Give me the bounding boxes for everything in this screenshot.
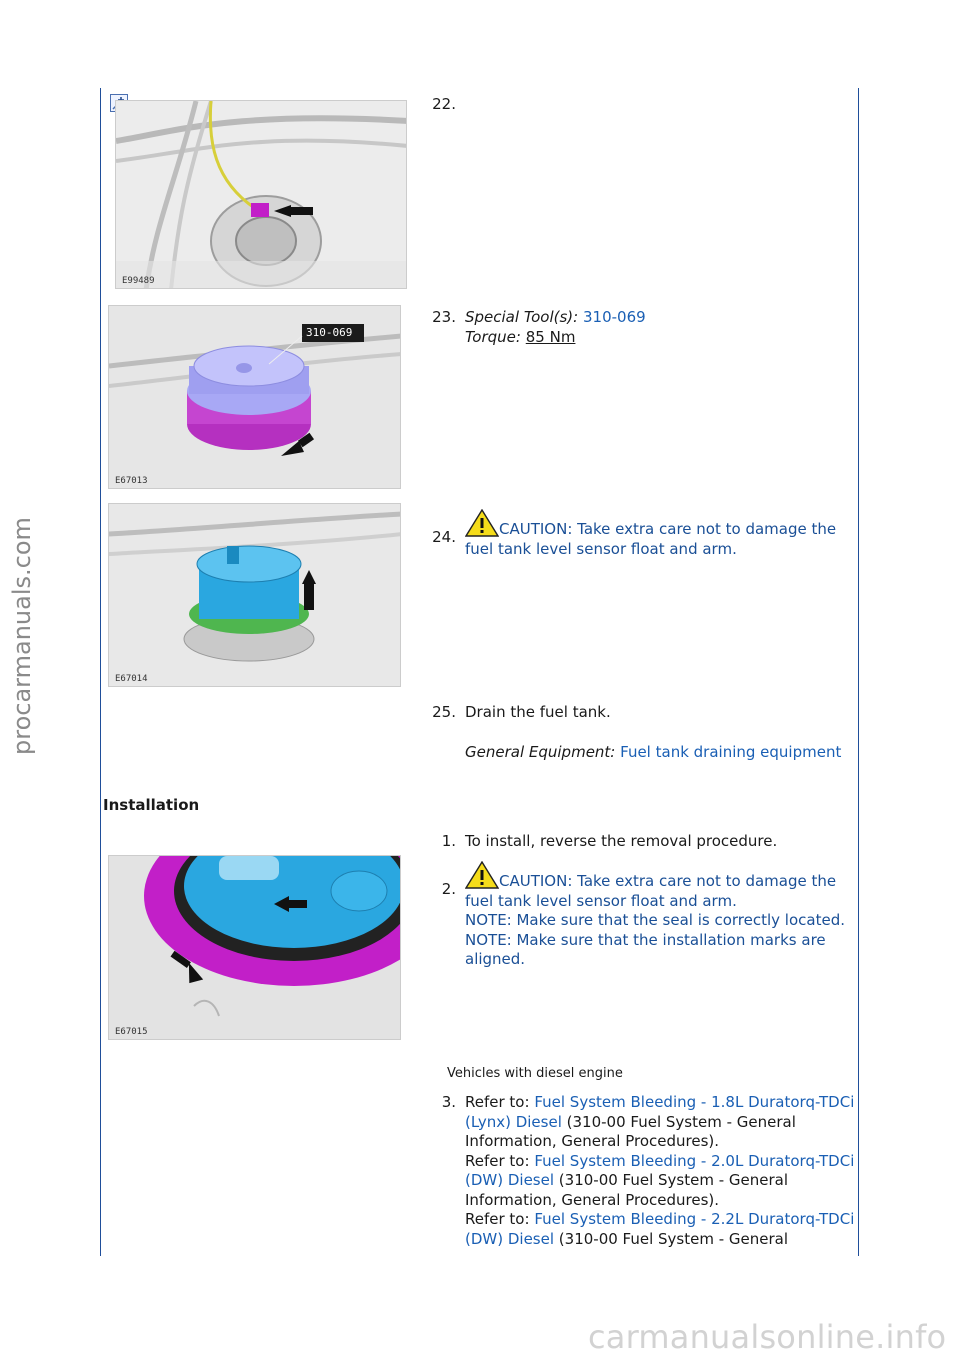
step-number: 1. bbox=[441, 832, 456, 850]
step-number: 24. bbox=[432, 528, 456, 546]
equipment-link[interactable]: Fuel tank draining equipment bbox=[620, 742, 842, 761]
section-heading-installation: Installation bbox=[103, 796, 200, 814]
step-number: 22. bbox=[432, 95, 456, 113]
step-text: To install, reverse the removal procedure. bbox=[465, 832, 778, 850]
subheading-diesel: Vehicles with diesel engine bbox=[447, 1066, 623, 1081]
reference-text: (310-00 Fuel System - General Information, General Procedures). bbox=[465, 1112, 796, 1150]
tool-callout: 310-069 bbox=[306, 326, 353, 339]
bleeding-link-2-0l[interactable]: Fuel System Bleeding - 2.0L Duratorq-TDCi (DW) Diesel bbox=[465, 1151, 855, 1189]
reference-text: (310-00 Fuel System - General Information, General Procedures). bbox=[465, 1171, 789, 1209]
caution-text: CAUTION: Take extra care not to damage the fuel tank level sensor float and arm. bbox=[465, 520, 837, 558]
refer-label: Refer to: bbox=[465, 1151, 530, 1170]
step-number: 2. bbox=[441, 880, 456, 898]
figure-code: E99489 bbox=[122, 276, 155, 286]
figure-code: E67013 bbox=[115, 476, 148, 486]
caution-text: CAUTION: Take extra care not to damage the fuel tank level sensor float and arm. bbox=[465, 872, 837, 910]
side-watermark: procarmanuals.com bbox=[8, 517, 36, 755]
left-rule bbox=[100, 88, 101, 1256]
step-number: 23. bbox=[432, 308, 456, 326]
bleeding-link-1-8l[interactable]: Fuel System Bleeding - 1.8L Duratorq-TDCi (Lynx) Diesel bbox=[465, 1093, 855, 1131]
step-number: 3. bbox=[441, 1093, 456, 1111]
equipment-label: General Equipment: bbox=[465, 742, 616, 761]
special-tool-link[interactable]: 310-069 bbox=[583, 308, 646, 326]
bleeding-link-2-2l[interactable]: Fuel System Bleeding - 2.2L Duratorq-TDCi (DW) Diesel bbox=[465, 1210, 855, 1248]
torque-label: Torque: bbox=[465, 327, 521, 346]
illustration-installation-marks[interactable] bbox=[108, 855, 401, 1040]
warning-icon bbox=[465, 861, 499, 889]
refer-label: Refer to: bbox=[465, 1093, 530, 1111]
note-marks: NOTE: Make sure that the installation marks are aligned. bbox=[465, 930, 826, 968]
figure-code: E67015 bbox=[115, 1027, 148, 1037]
step-number: 25. bbox=[432, 703, 456, 721]
torque-value: 85 Nm bbox=[525, 327, 576, 346]
warning-icon bbox=[465, 509, 499, 537]
refer-label: Refer to: bbox=[465, 1210, 530, 1228]
special-tool-label: Special Tool(s): bbox=[465, 308, 579, 326]
illustration-fuel-sender-connector[interactable] bbox=[115, 100, 407, 289]
note-seal: NOTE: Make sure that the seal is correctly located. bbox=[465, 911, 845, 929]
step-text: Drain the fuel tank. bbox=[465, 703, 611, 721]
figure-code: E67014 bbox=[115, 674, 148, 684]
right-rule bbox=[858, 88, 859, 1256]
bottom-watermark: carmanualsonline.info bbox=[588, 1318, 947, 1356]
illustration-special-tool[interactable] bbox=[108, 305, 401, 489]
illustration-fuel-sender-removal[interactable] bbox=[108, 503, 401, 687]
reference-text: (310-00 Fuel System - General bbox=[558, 1229, 789, 1248]
